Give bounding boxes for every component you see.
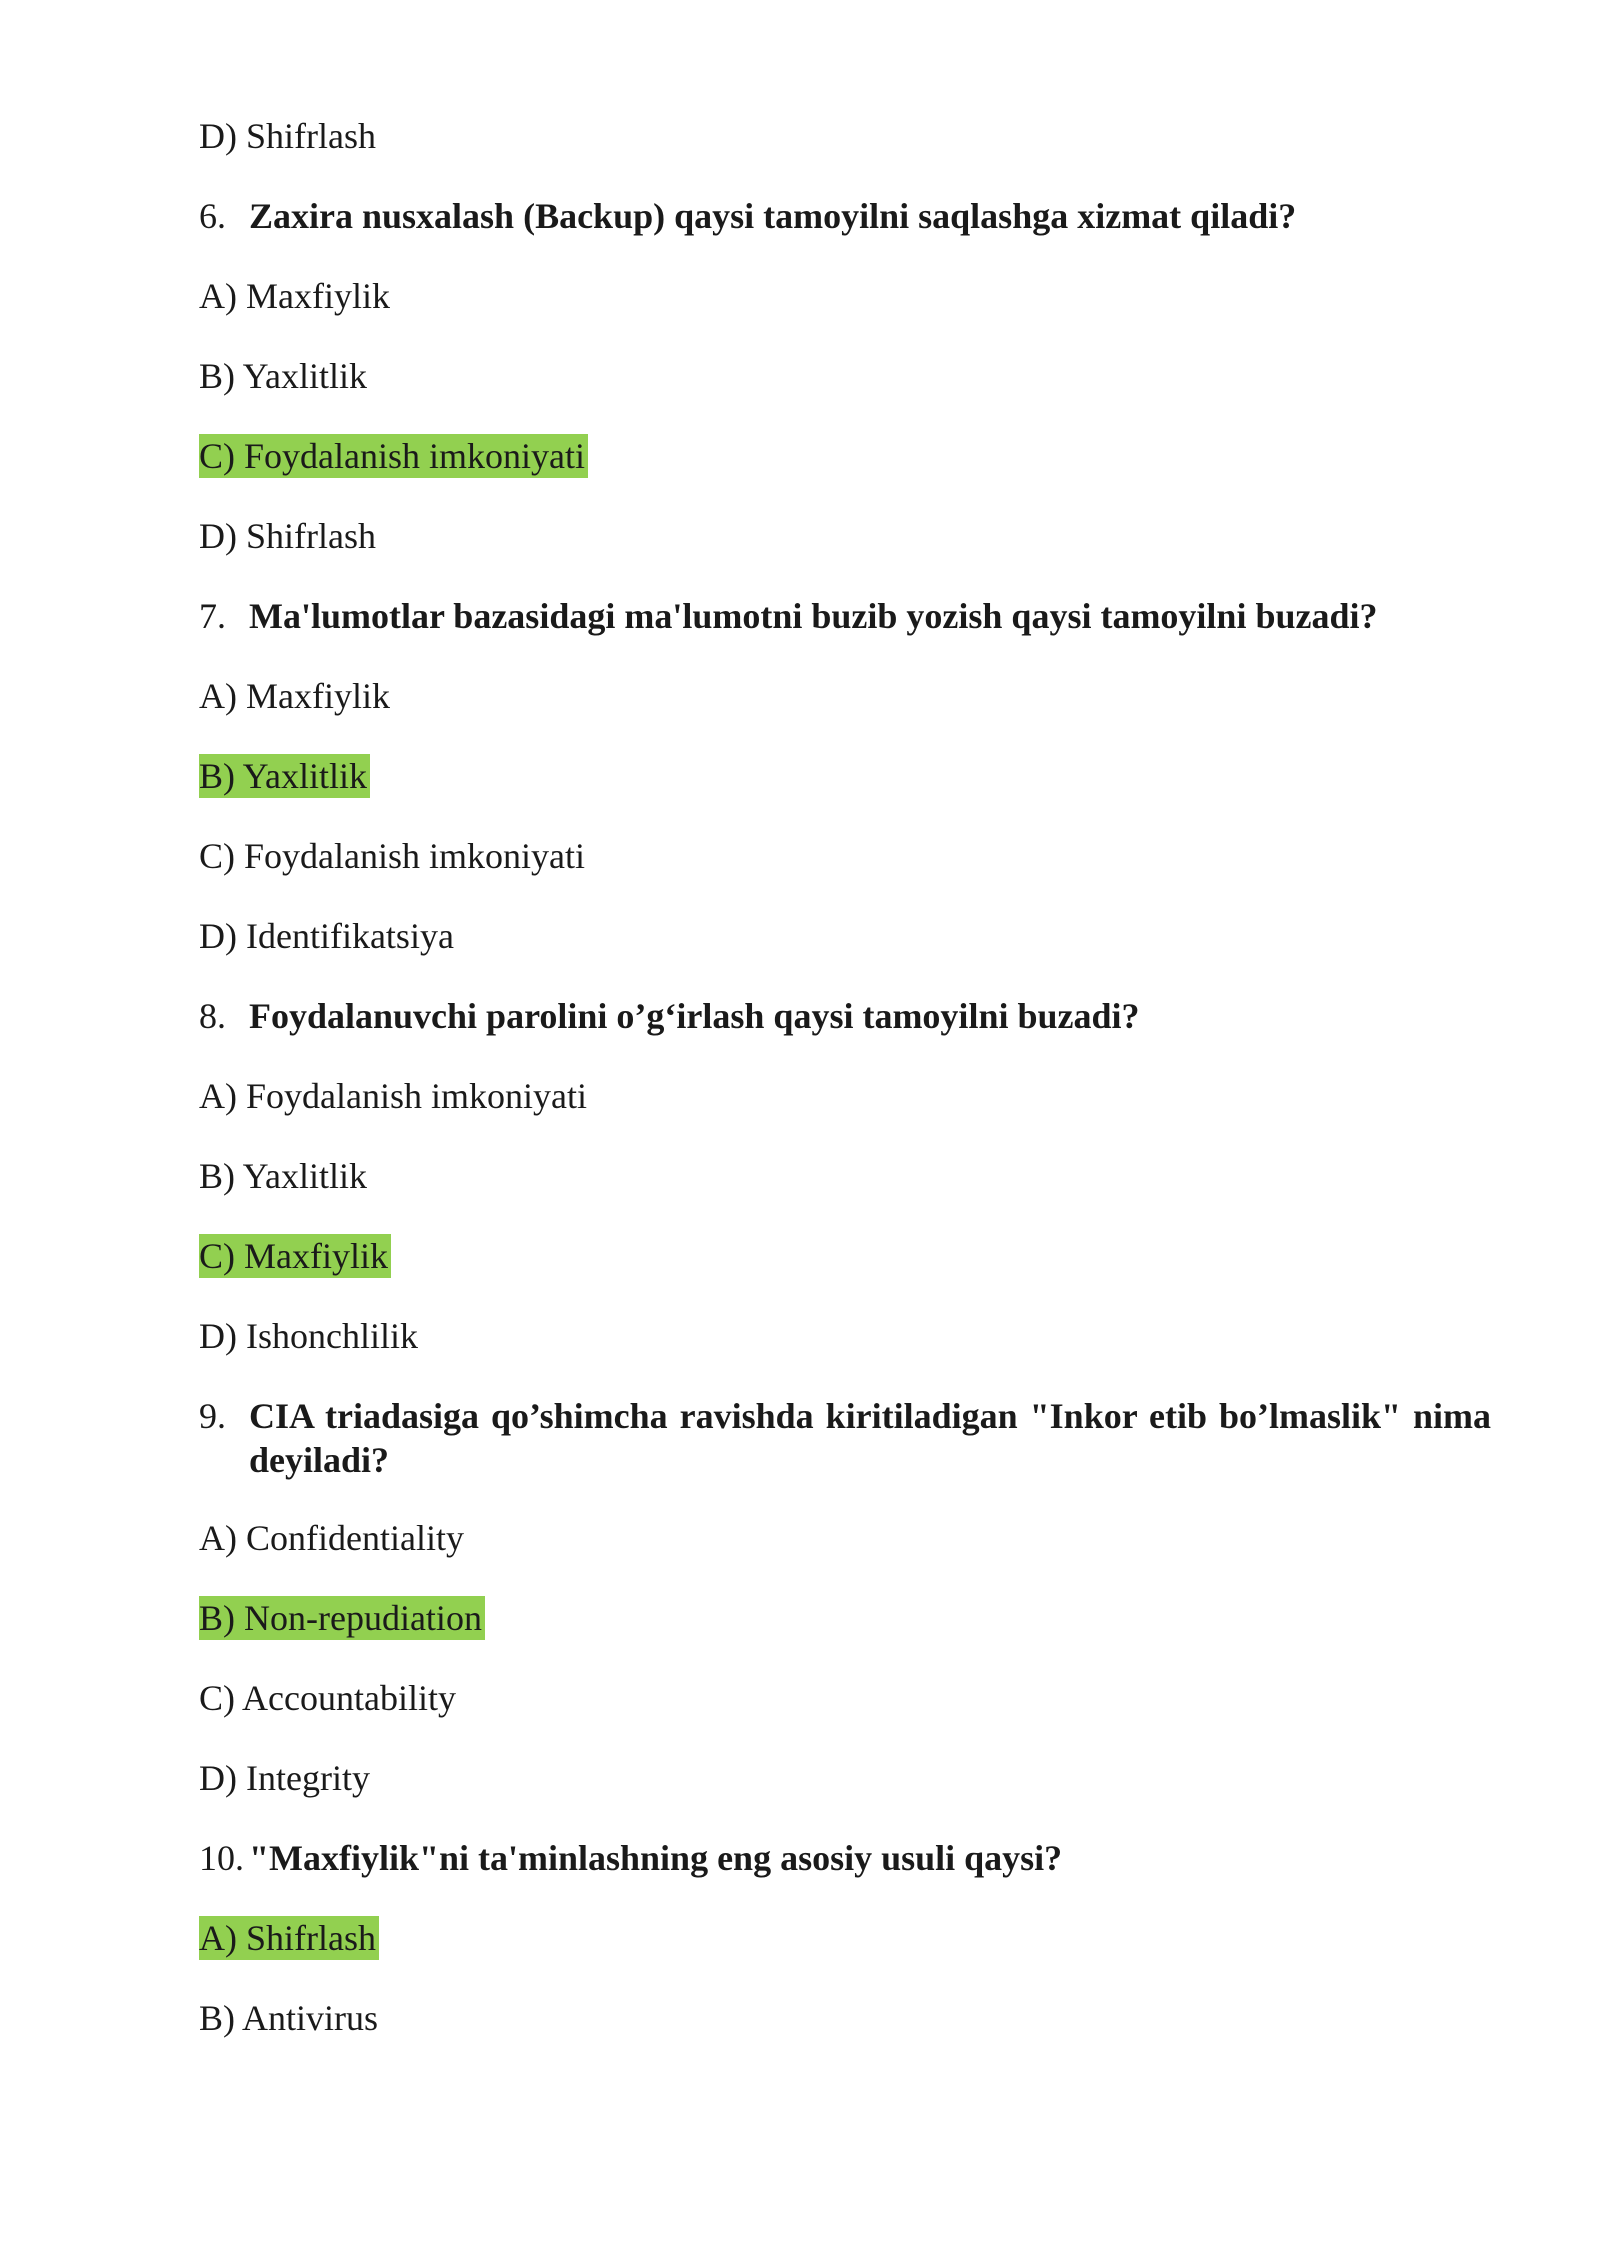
option-q9-d [199, 1756, 373, 1800]
question-number: 7. [199, 596, 226, 636]
option-label-highlighted: C) Maxfiylik [199, 1234, 391, 1278]
question-text: Zaxira nusxalash (Backup) qaysi tamoyilni saqlashga xizmat qiladi? [249, 196, 1297, 236]
option-q7-c [199, 834, 588, 878]
option-label-highlighted: B) Non-repudiation [199, 1596, 485, 1640]
option-q7-b-correct [199, 754, 370, 798]
option-label: D) Shifrlash [199, 516, 376, 556]
option-q8-c-correct [199, 1234, 391, 1278]
option-label: C) Accountability [199, 1678, 456, 1718]
option-label: A) Confidentiality [199, 1518, 464, 1558]
option-label-highlighted: C) Foydalanish imkoniyati [199, 434, 588, 478]
option-label: A) Maxfiylik [199, 676, 390, 716]
option-label: A) Foydalanish imkoniyati [199, 1076, 587, 1116]
option-q7-d [199, 914, 457, 958]
question-7 [199, 594, 1378, 638]
question-8 [199, 994, 1140, 1038]
question-6 [199, 194, 1296, 238]
question-number: 8. [199, 996, 226, 1036]
question-text: Ma'lumotlar bazasidagi ma'lumotni buzib yozish qaysi tamoyilni buzadi? [249, 596, 1378, 636]
option-label: C) Foydalanish imkoniyati [199, 836, 585, 876]
option-q6-c-correct [199, 434, 588, 478]
option-label: B) Antivirus [199, 1998, 379, 2038]
option-label: A) Maxfiylik [199, 276, 390, 316]
question-text: Foydalanuvchi parolini o’g‘irlash qaysi tamoyilni buzadi? [249, 996, 1140, 1036]
question-number: 9. [199, 1396, 226, 1436]
option-q6-b [199, 354, 370, 398]
option-label: D) Ishonchlilik [199, 1316, 418, 1356]
option-label: D) Integrity [199, 1758, 370, 1798]
option-q6-a [199, 274, 393, 318]
option-label: D) Identifikatsiya [199, 916, 454, 956]
question-10 [199, 1836, 1062, 1880]
option-q6-d [199, 514, 379, 558]
option-q5-d [199, 114, 379, 158]
question-text: CIA triadasiga qo’shimcha ravishda kiritiladigan "Inkor etib bo’lmaslik" nima deyiladi? [249, 1396, 1491, 1480]
option-q7-a [199, 674, 393, 718]
question-text: "Maxfiylik"ni ta'minlashning eng asosiy usuli qaysi? [249, 1838, 1063, 1878]
option-q9-a [199, 1516, 467, 1560]
question-9 [199, 1394, 1491, 1482]
option-label-highlighted: A) Shifrlash [199, 1916, 379, 1960]
option-q9-b-correct [199, 1596, 485, 1640]
option-q9-c [199, 1676, 459, 1720]
option-label: B) Yaxlitlik [199, 1156, 368, 1196]
option-q8-a [199, 1074, 590, 1118]
option-q10-b [199, 1996, 381, 2040]
question-number: 10. [199, 1838, 244, 1878]
option-q8-b [199, 1154, 370, 1198]
option-label-highlighted: B) Yaxlitlik [199, 754, 370, 798]
option-label: B) Yaxlitlik [199, 356, 368, 396]
option-label: D) Shifrlash [199, 116, 376, 156]
option-q10-a-correct [199, 1916, 379, 1960]
question-number: 6. [199, 196, 226, 236]
option-q8-d [199, 1314, 421, 1358]
